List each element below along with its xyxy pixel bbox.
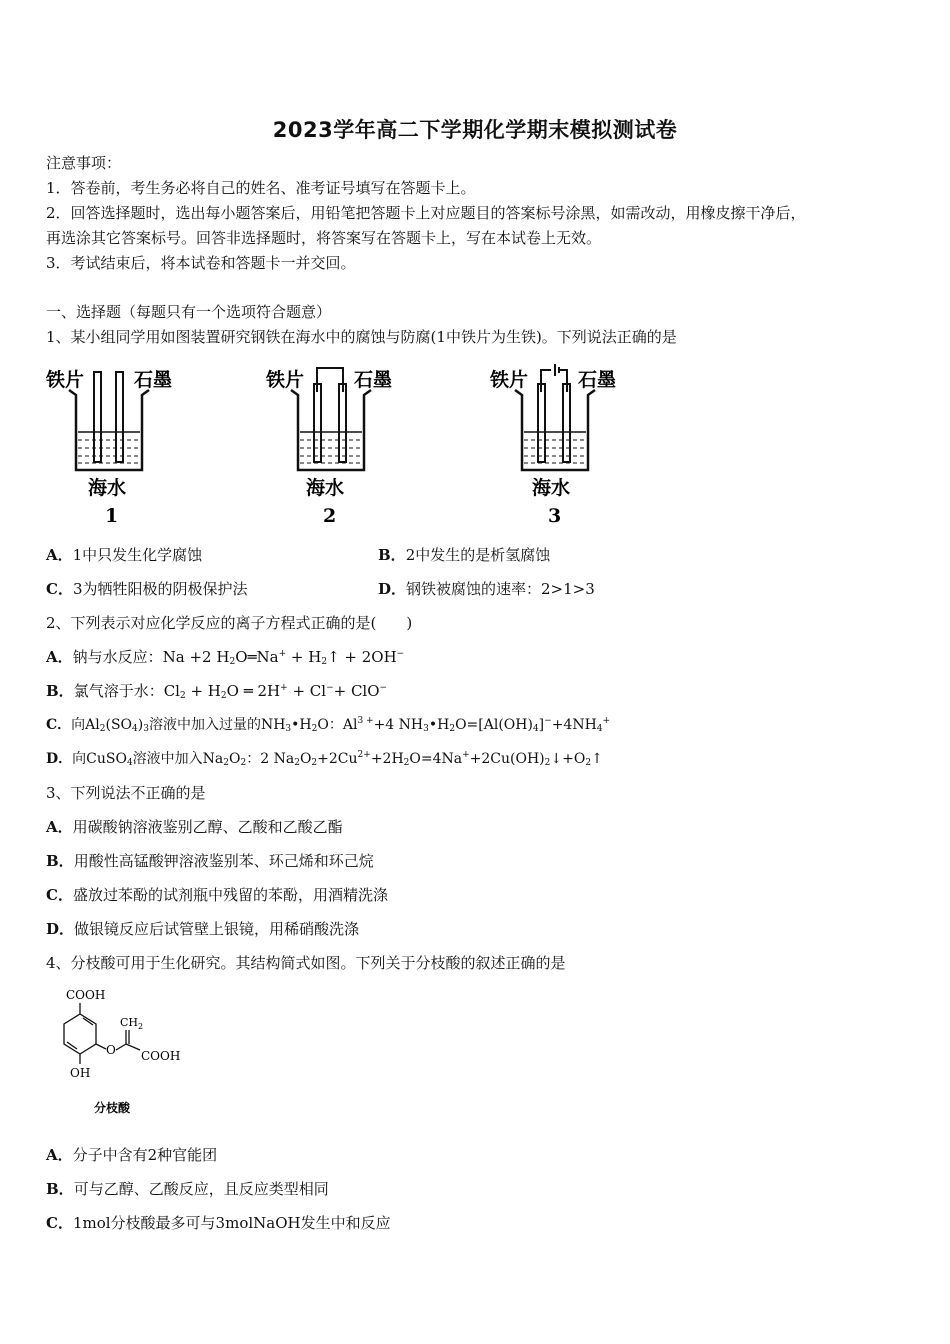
cooh-top-label: COOH bbox=[66, 988, 106, 1002]
beaker-2 bbox=[265, 368, 392, 527]
q3-option-a[interactable]: A．用碳酸钠溶液鉴别乙醇、乙酸和乙酸乙酯 bbox=[46, 818, 343, 836]
q1-option-c[interactable]: C．3为牺牲阳极的阴极保护法 bbox=[46, 580, 248, 598]
beaker-3-iron-label: 铁片 bbox=[490, 369, 529, 391]
q1-beaker-figure bbox=[44, 362, 644, 527]
section-heading: 一、选择题（每题只有一个选项符合题意） bbox=[46, 303, 332, 321]
q3-option-b[interactable]: B．用酸性高锰酸钾溶液鉴别苯、环己烯和环己烷 bbox=[46, 852, 374, 870]
q2-stem: 2、下列表示对应化学反应的离子方程式正确的是( ) bbox=[46, 614, 413, 632]
oh-label: OH bbox=[70, 1066, 91, 1080]
beaker-1-graphite-label: 石墨 bbox=[134, 369, 173, 391]
beaker-3-graphite-label: 石墨 bbox=[578, 369, 617, 391]
cooh-right-label: COOH bbox=[141, 1049, 181, 1063]
beaker-3 bbox=[489, 364, 616, 527]
beaker-1-number: 1 bbox=[105, 505, 119, 527]
notice-item-3: 3．考试结束后，将本试卷和答题卡一并交回。 bbox=[46, 254, 356, 272]
q4-option-a[interactable]: A．分子中含有2种官能团 bbox=[46, 1146, 218, 1164]
beaker-1 bbox=[45, 368, 172, 527]
notice-item-2-cont: 再选涂其它答案标号。回答非选择题时，将答案写在答题卡上，写在本试卷上无效。 bbox=[46, 229, 602, 247]
structure-name-label: 分枝酸 bbox=[94, 1101, 131, 1115]
q2-option-c[interactable]: C．向$Al_2(SO_4)_3$溶液中加入过量的$NH_3•H_2O$：$Al^{3 +}+4$ $NH_3•H_2O=[Al(OH)_4]^-+4NH_4^+$ bbox=[46, 716, 611, 734]
beaker-2-seawater-label: 海水 bbox=[306, 477, 345, 499]
beaker-2-iron-label: 铁片 bbox=[266, 369, 305, 391]
q2-option-d[interactable]: D．向CuSO$_4$溶液中加入$Na_2O_2$：2 $Na_2O_2+2Cu^{2+}+2H_2O=4Na^++2Cu(OH)_2↓+O_2↑$ bbox=[46, 750, 603, 768]
beaker-3-number: 3 bbox=[548, 505, 562, 527]
notice-heading: 注意事项： bbox=[46, 154, 122, 172]
q1-option-a[interactable]: A．1中只发生化学腐蚀 bbox=[46, 546, 203, 564]
q3-option-c[interactable]: C．盛放过苯酚的试剂瓶中残留的苯酚，用酒精洗涤 bbox=[46, 886, 388, 904]
ch2-label: $CH_2$ bbox=[120, 1016, 144, 1031]
beaker-2-number: 2 bbox=[323, 505, 337, 527]
beaker-3-seawater-label: 海水 bbox=[532, 477, 571, 499]
page-title: 2023学年高二下学期化学期末模拟测试卷 bbox=[272, 118, 678, 142]
q4-option-b[interactable]: B．可与乙醇、乙酸反应，且反应类型相同 bbox=[46, 1180, 329, 1198]
ether-oxygen-label: O bbox=[106, 1043, 116, 1057]
beaker-1-iron-label: 铁片 bbox=[46, 369, 85, 391]
q2-option-b[interactable]: B．氯气溶于水：$Cl_2 + H_2O$ ═ 2H+ + Cl−+ ClO− bbox=[46, 682, 388, 701]
q4-stem: 4、分枝酸可用于生化研究。其结构简式如图。下列关于分枝酸的叙述正确的是 bbox=[46, 954, 566, 972]
q3-option-d[interactable]: D．做银镜反应后试管壁上银镜，用稀硝酸洗涤 bbox=[46, 920, 360, 938]
q1-option-d[interactable]: D．钢铁被腐蚀的速率：2>1>3 bbox=[378, 580, 595, 598]
notice-item-2: 2．回答选择题时，选出每小题答案后，用铅笔把答题卡上对应题目的答案标号涂黑，如需改动，用橡皮擦干净后， bbox=[46, 204, 806, 222]
q4-option-c[interactable]: C．1mol分枝酸最多可与3molNaOH发生中和反应 bbox=[46, 1214, 391, 1232]
q1-stem: 1、某小组同学用如图装置研究钢铁在海水中的腐蚀与防腐(1中铁片为生铁)。下列说法正确的是 bbox=[46, 328, 677, 346]
beaker-2-graphite-label: 石墨 bbox=[354, 369, 393, 391]
q4-chorismic-acid-structure bbox=[44, 984, 204, 1122]
q1-option-b[interactable]: B．2中发生的是析氢腐蚀 bbox=[378, 546, 551, 564]
q2-option-a[interactable]: A．钠与水反应：Na +2 $H_2O═Na^+$ + $H_2↑ + 2OH^-$ bbox=[46, 648, 405, 667]
notice-item-1: 1．答卷前，考生务必将自己的姓名、准考证号填写在答题卡上。 bbox=[46, 179, 476, 197]
beaker-1-seawater-label: 海水 bbox=[88, 477, 127, 499]
q3-stem: 3、下列说法不正确的是 bbox=[46, 784, 206, 802]
